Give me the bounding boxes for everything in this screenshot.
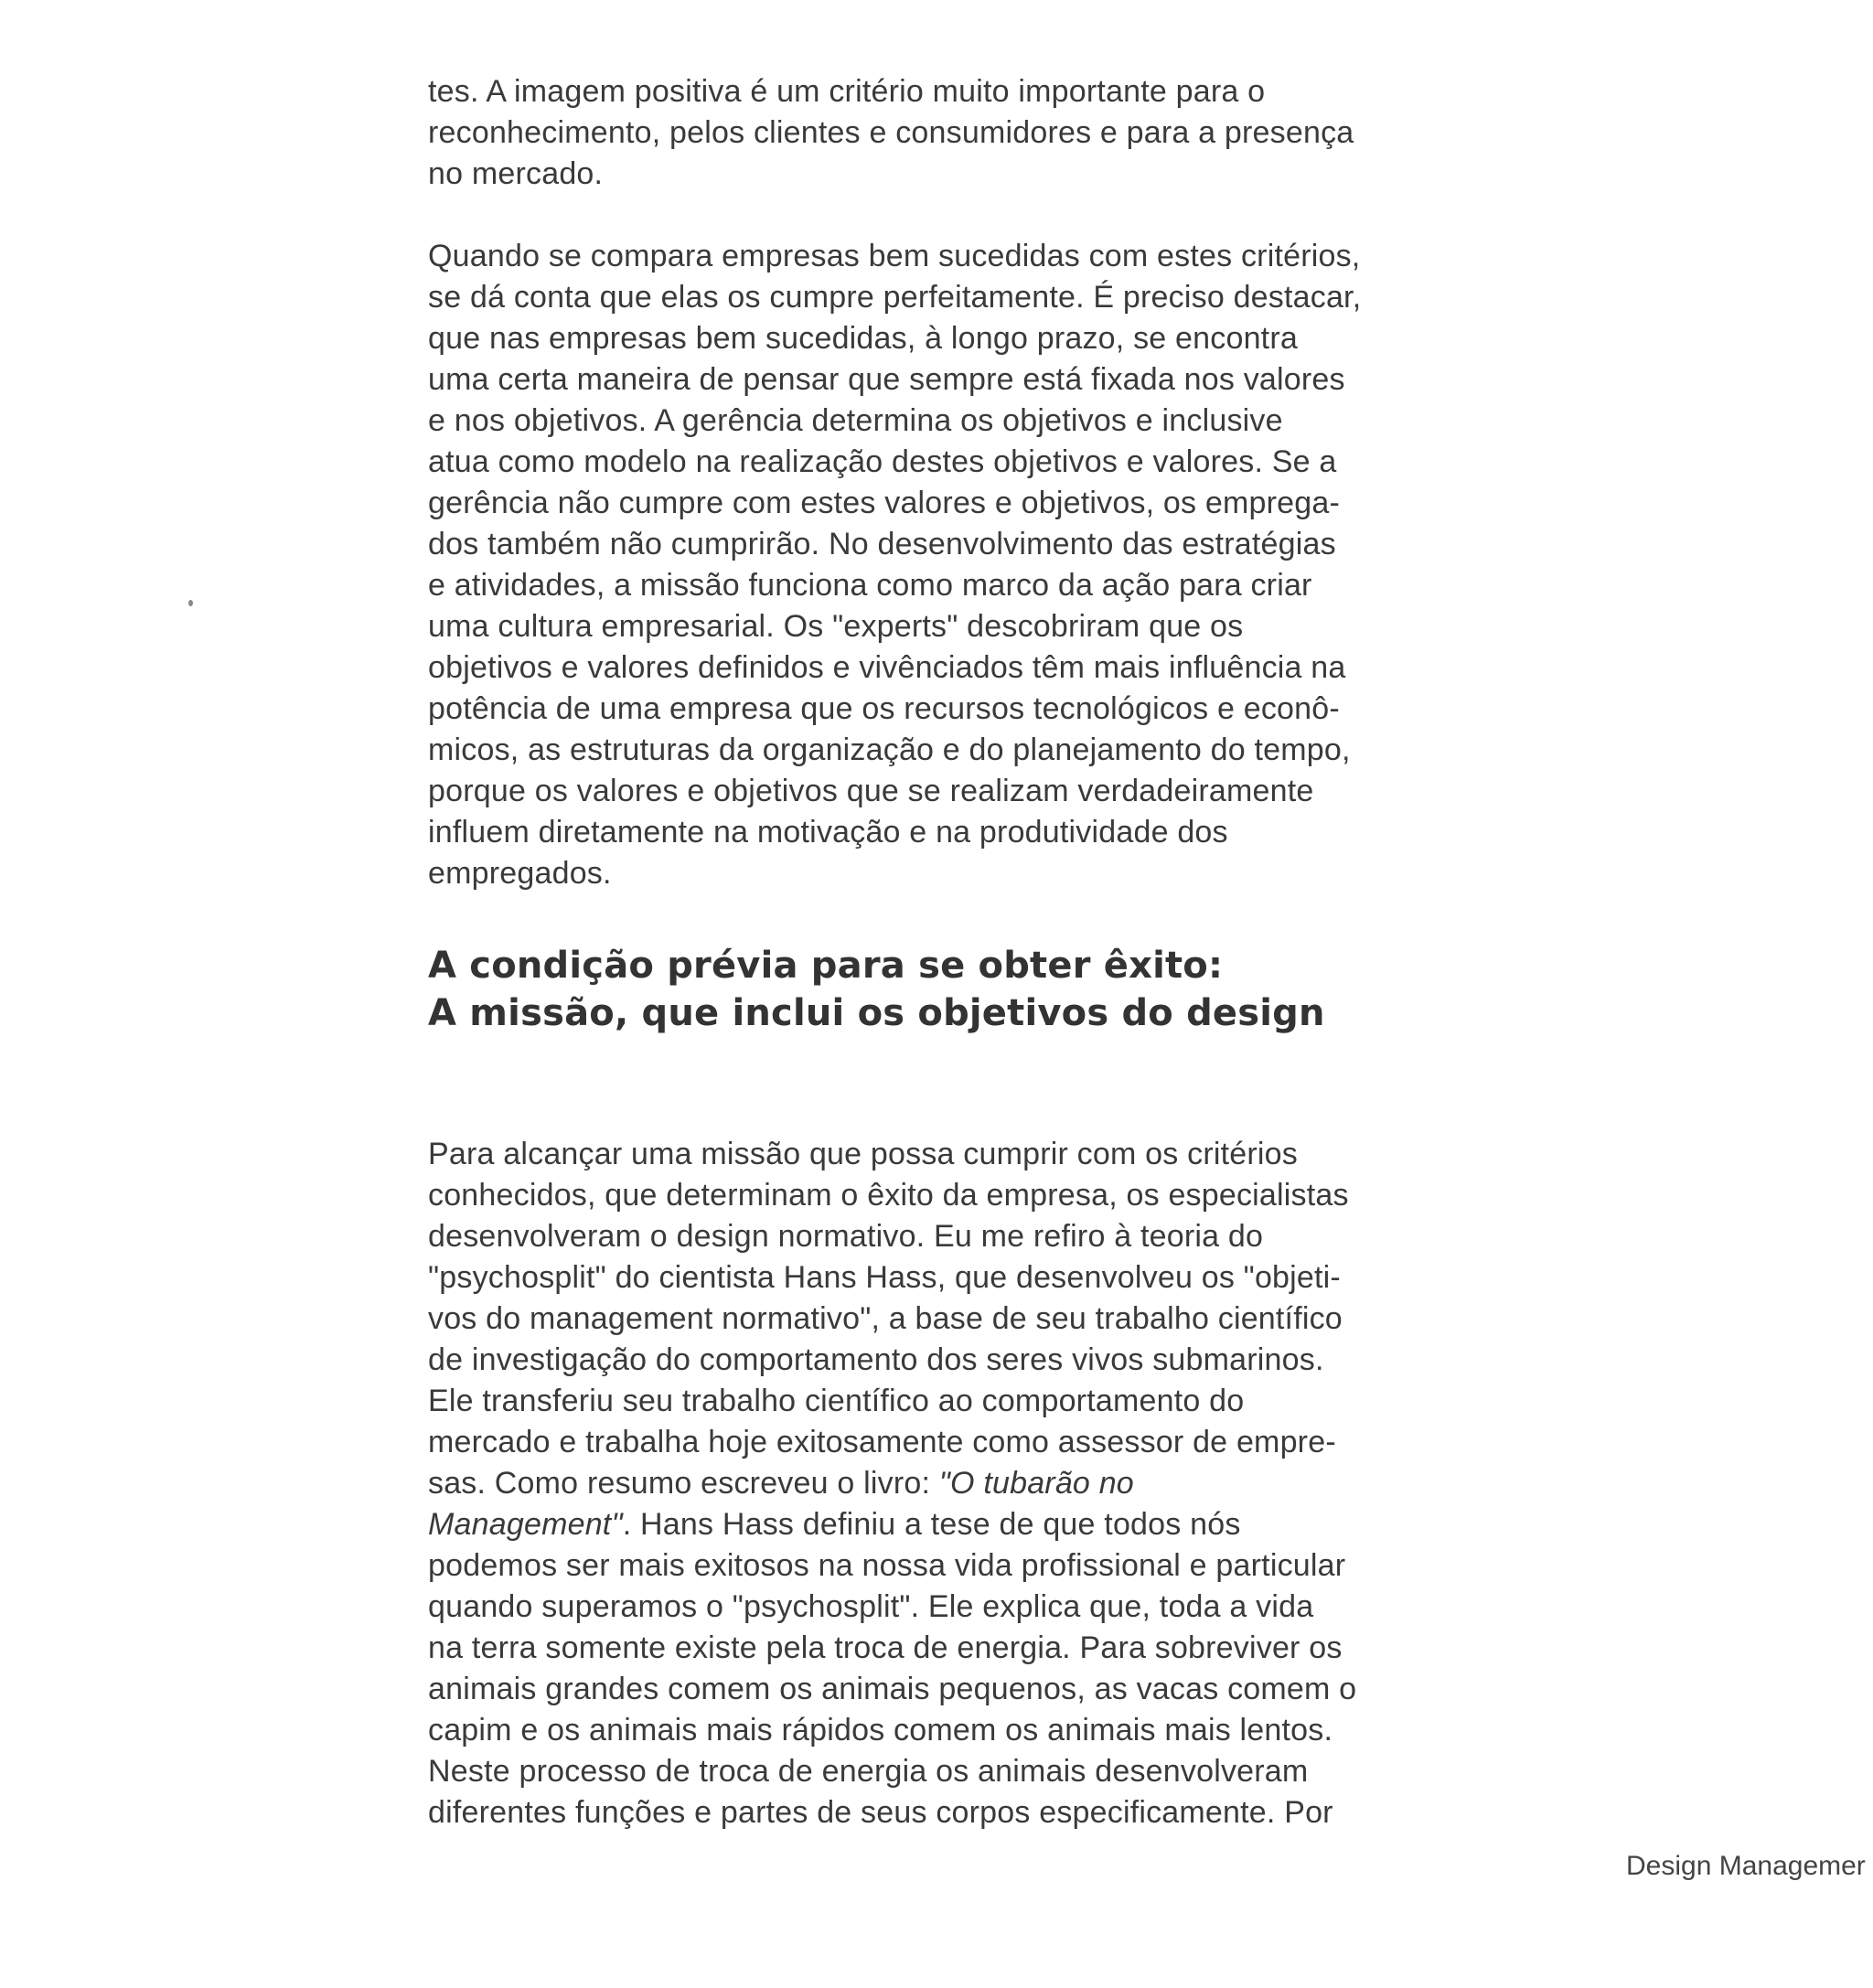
paragraph-2 <box>428 236 1388 894</box>
text-line: Ele transferiu seu trabalho científico ao comportamento do <box>428 1384 1245 1418</box>
heading-line-1: A condição prévia para se obter êxito: <box>428 945 1224 987</box>
text-line: desenvolveram o design normativo. Eu me refiro à teoria do <box>428 1219 1264 1254</box>
text-line: Para alcançar uma missão que possa cumprir com os critérios <box>428 1137 1298 1171</box>
text-line: objetivos e valores definidos e vivênciados têm mais influência na <box>428 650 1346 685</box>
text-line: se dá conta que elas os cumpre perfeitamente. É preciso destacar, <box>428 280 1362 315</box>
heading-line-2: A missão, que inclui os objetivos do design <box>428 992 1325 1034</box>
text-line: atua como modelo na realização destes objetivos e valores. Se a <box>428 444 1337 479</box>
text-line: porque os valores e objetivos que se realizam verdadeiramente <box>428 774 1314 808</box>
text-segment: . Hans Hass definiu a tese de que todos nós <box>622 1507 1241 1542</box>
text-line: empregados. <box>428 856 612 891</box>
scan-speck <box>188 600 193 606</box>
text-line: animais grandes comem os animais pequenos, as vacas comem o <box>428 1672 1357 1706</box>
text-line: "psychosplit" do cientista Hans Hass, que desenvolveu os "objeti- <box>428 1260 1341 1295</box>
text-line: Neste processo de troca de energia os animais desenvolveram <box>428 1754 1309 1789</box>
text-line: gerência não cumpre com estes valores e objetivos, os emprega- <box>428 486 1341 520</box>
text-line: quando superamos o "psychosplit". Ele explica que, toda a vida <box>428 1589 1314 1624</box>
book-title: Management" <box>428 1507 623 1542</box>
text-line: mercado e trabalha hoje exitosamente como assessor de empre- <box>428 1425 1336 1459</box>
text-line: Quando se compara empresas bem sucedidas com estes critérios, <box>428 239 1361 273</box>
text-line: de investigação do comportamento dos seres vivos submarinos. <box>428 1342 1324 1377</box>
text-line: podemos ser mais exitosos na nossa vida profissional e particular <box>428 1548 1346 1583</box>
paragraph-1 <box>428 71 1388 195</box>
text-line: e nos objetivos. A gerência determina os objetivos e inclusive <box>428 403 1283 438</box>
text-segment: sas. Como resumo escreveu o livro: <box>428 1466 939 1501</box>
text-line: vos do management normativo", a base de seu trabalho científico <box>428 1301 1343 1336</box>
text-line: conhecidos, que determinam o êxito da empresa, os especialistas <box>428 1178 1349 1213</box>
text-line: dos também não cumprirão. No desenvolvimento das estratégias <box>428 527 1336 561</box>
text-line: e atividades, a missão funciona como marco da ação para criar <box>428 568 1312 603</box>
text-line: reconhecimento, pelos clientes e consumidores e para a presença <box>428 115 1354 150</box>
paragraph-3 <box>428 1134 1388 1833</box>
text-line: capim e os animais mais rápidos comem os animais mais lentos. <box>428 1713 1333 1748</box>
text-line: tes. A imagem positiva é um critério muito importante para o <box>428 74 1266 109</box>
text-line: micos, as estruturas da organização e do planejamento do tempo, <box>428 732 1351 767</box>
text-line: uma certa maneira de pensar que sempre está fixada nos valores <box>428 362 1345 397</box>
text-line: potência de uma empresa que os recursos tecnológicos e econô- <box>428 691 1340 726</box>
text-column <box>428 71 1388 1833</box>
text-line: influem diretamente na motivação e na produtividade dos <box>428 815 1228 850</box>
text-line: uma cultura empresarial. Os "experts" descobriram que os <box>428 609 1244 644</box>
text-line: diferentes funções e partes de seus corpos especificamente. Por <box>428 1795 1333 1830</box>
text-line: que nas empresas bem sucedidas, à longo prazo, se encontra <box>428 321 1298 356</box>
section-heading <box>428 942 1388 1037</box>
text-line: no mercado. <box>428 156 604 191</box>
book-title: "O tubarão no <box>938 1466 1134 1501</box>
text-line <box>428 1463 1388 1504</box>
text-line <box>428 1504 1388 1545</box>
running-footer: Design Managemer <box>1626 1851 1866 1881</box>
text-line: na terra somente existe pela troca de energia. Para sobreviver os <box>428 1630 1343 1665</box>
